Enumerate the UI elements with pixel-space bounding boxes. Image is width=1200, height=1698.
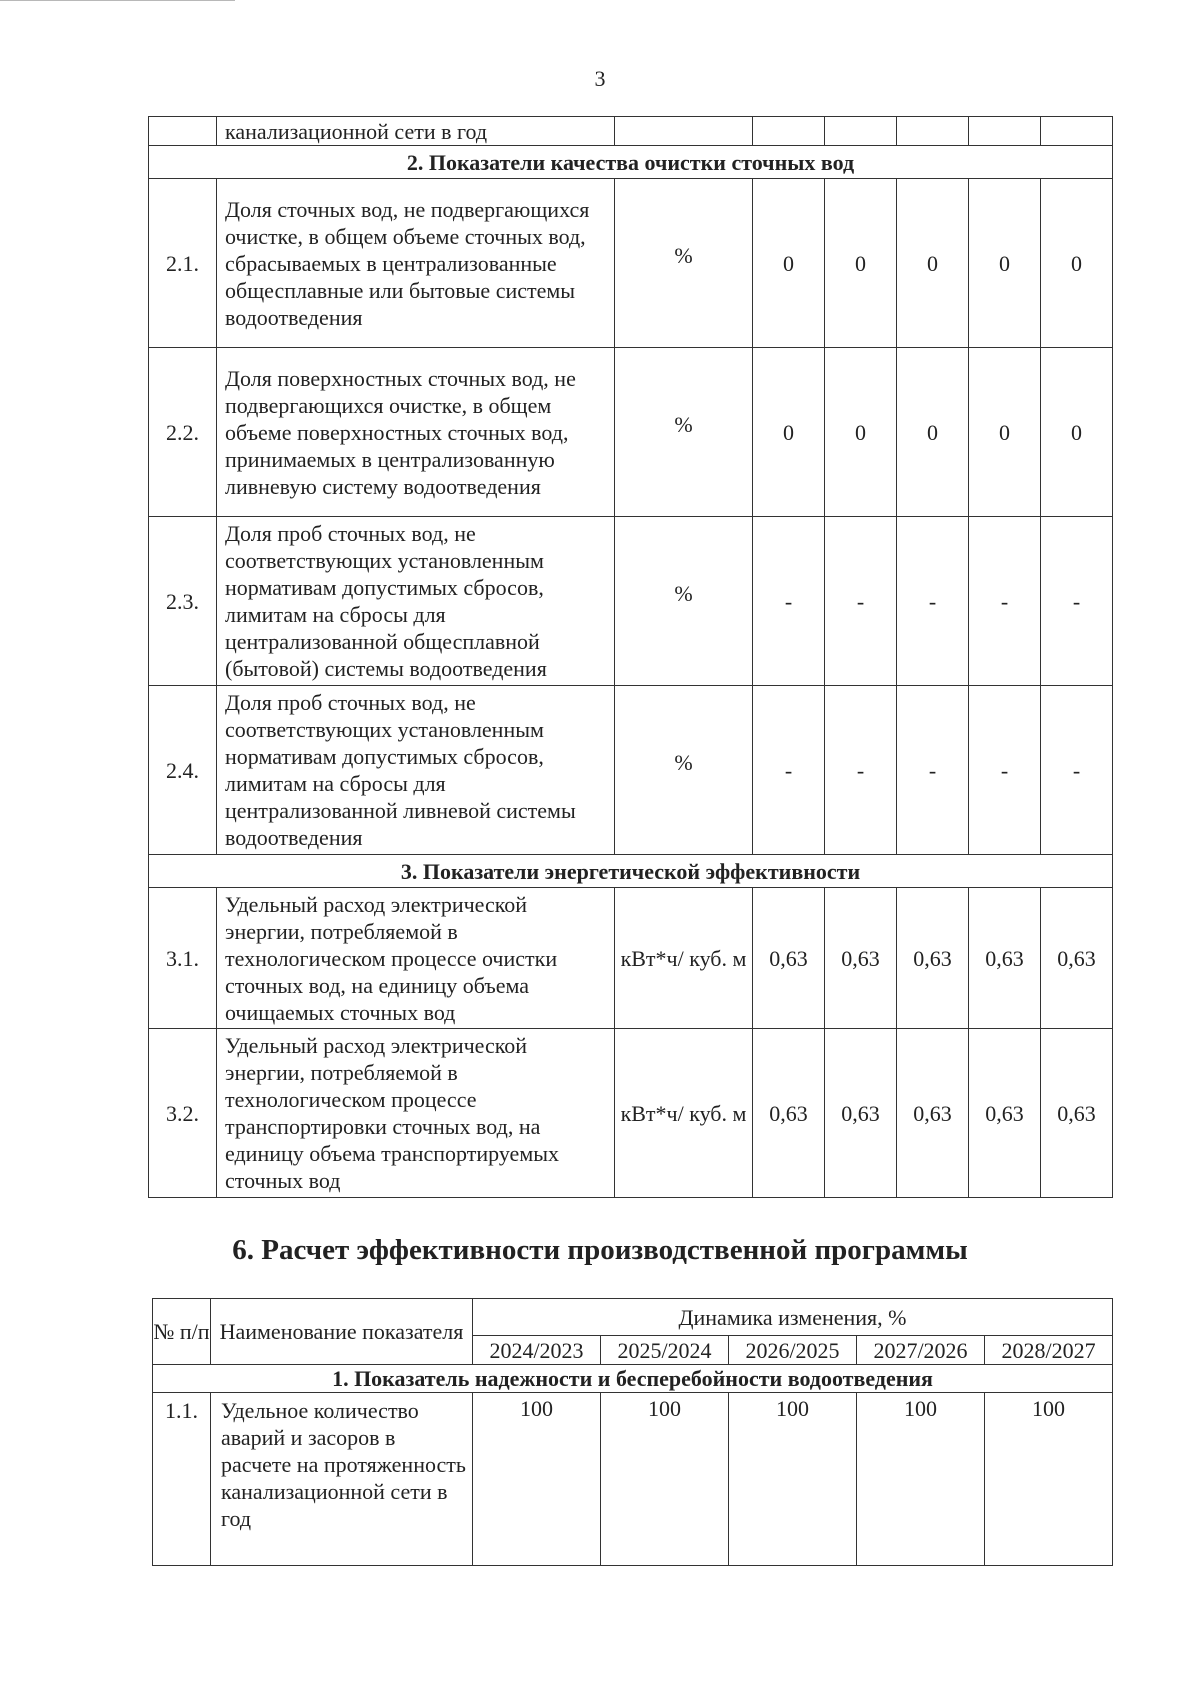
unit-cell (615, 686, 753, 855)
unit-cell (615, 517, 753, 686)
value-cell: 100 (857, 1393, 985, 1566)
section-heading: 2. Показатели качества очистки сточных вод (149, 146, 1113, 179)
value-cell: 100 (985, 1393, 1113, 1566)
row-number: 3.1. (149, 888, 217, 1029)
header-period: 2027/2026 (857, 1336, 985, 1365)
row-number: 2.3. (149, 517, 217, 686)
value-cell: 0 (825, 348, 897, 517)
indicator-name: канализационной сети в год (217, 117, 615, 146)
unit-label: кВт*ч/ куб. м (615, 1029, 753, 1198)
header-number: № п/п (153, 1299, 211, 1365)
value-cell: 0,63 (1041, 1029, 1113, 1198)
value-cell (1041, 117, 1113, 146)
scan-edge-line (0, 0, 235, 4)
section-title: 6. Расчет эффективности производственной программы (232, 1234, 968, 1266)
efficiency-table (152, 1298, 1113, 1566)
header-period: 2028/2027 (985, 1336, 1113, 1365)
table-row (149, 117, 1113, 146)
row-number (149, 117, 217, 146)
unit-label: % (674, 411, 693, 437)
value-cell: 0 (753, 179, 825, 348)
value-cell: 100 (729, 1393, 857, 1566)
table-row (149, 348, 1113, 517)
value-cell: 0,63 (753, 888, 825, 1029)
value-cell: 0 (753, 348, 825, 517)
value-cell: 0,63 (897, 888, 969, 1029)
value-cell: 0 (969, 348, 1041, 517)
value-cell (825, 117, 897, 146)
row-number: 2.4. (149, 686, 217, 855)
section-row (149, 855, 1113, 888)
unit-cell (615, 117, 753, 146)
unit-cell (615, 179, 753, 348)
value-cell: - (753, 686, 825, 855)
value-cell: - (969, 686, 1041, 855)
indicator-name: Доля сточных вод, не подвергающихся очистке, в общем объеме сточных вод, сбрасываемых в централизованные общесплавные или бытовые системы водоотведения (217, 179, 615, 348)
value-cell: 0,63 (1041, 888, 1113, 1029)
section-heading: 3. Показатели энергетической эффективности (149, 855, 1113, 888)
unit-cell (615, 348, 753, 517)
indicator-name: Удельный расход электрической энергии, потребляемой в технологическом процессе транспортировки сточных вод, на единицу объема транспортируемых сточных вод (217, 1029, 615, 1198)
row-number: 2.2. (149, 348, 217, 517)
unit-label: % (674, 749, 693, 775)
indicator-name: Удельный расход электрической энергии, потребляемой в технологическом процессе очистки сточных вод, на единицу объема очищаемых сточных вод (217, 888, 615, 1029)
value-cell: 0 (897, 348, 969, 517)
indicators-table (148, 116, 1113, 1198)
header-row (153, 1299, 1113, 1336)
section-heading: 1. Показатель надежности и бесперебойности водоотведения (153, 1365, 1113, 1393)
table-row (153, 1393, 1113, 1566)
table-row (149, 179, 1113, 348)
value-cell: - (897, 686, 969, 855)
value-cell: - (1041, 686, 1113, 855)
table-row (149, 888, 1113, 1029)
value-cell: 0,63 (969, 1029, 1041, 1198)
value-cell (753, 117, 825, 146)
value-cell: - (969, 517, 1041, 686)
value-cell: 0 (825, 179, 897, 348)
value-cell: - (825, 517, 897, 686)
section-row (153, 1365, 1113, 1393)
indicator-name: Доля проб сточных вод, не соответствующих установленным нормативам допустимых сбросов, лимитам на сбросы для централизованной ливневой системы водоотведения (217, 686, 615, 855)
value-cell: 0 (1041, 348, 1113, 517)
indicator-name: Доля проб сточных вод, не соответствующих установленным нормативам допустимых сбросов, лимитам на сбросы для централизованной общесплавной (бытовой) системы водоотведения (217, 517, 615, 686)
page-number: 3 (594, 66, 606, 91)
indicator-name: Доля поверхностных сточных вод, не подвергающихся очистке, в общем объеме поверхностных сточных вод, принимаемых в централизованную ливневую систему водоотведения (217, 348, 615, 517)
row-number: 2.1. (149, 179, 217, 348)
section-row (149, 146, 1113, 179)
value-cell: - (1041, 517, 1113, 686)
unit-label: % (674, 580, 693, 606)
unit-label: % (674, 242, 693, 268)
value-cell: - (825, 686, 897, 855)
row-number: 1.1. (153, 1393, 211, 1566)
row-number: 3.2. (149, 1029, 217, 1198)
header-period: 2025/2024 (601, 1336, 729, 1365)
header-period: 2024/2023 (473, 1336, 601, 1365)
header-dynamics: Динамика изменения, % (473, 1299, 1113, 1336)
value-cell: 0,63 (969, 888, 1041, 1029)
value-cell (897, 117, 969, 146)
value-cell: - (897, 517, 969, 686)
table-row (149, 517, 1113, 686)
value-cell: 0,63 (825, 1029, 897, 1198)
value-cell: 100 (601, 1393, 729, 1566)
value-cell (969, 117, 1041, 146)
value-cell: 0 (897, 179, 969, 348)
indicator-name: Удельное количество аварий и засоров в расчете на протяженность канализационной сети в год (211, 1393, 473, 1566)
value-cell: 100 (473, 1393, 601, 1566)
value-cell: - (753, 517, 825, 686)
value-cell: 0,63 (897, 1029, 969, 1198)
value-cell: 0 (1041, 179, 1113, 348)
header-period: 2026/2025 (729, 1336, 857, 1365)
header-name: Наименование показателя (211, 1299, 473, 1365)
value-cell: 0,63 (753, 1029, 825, 1198)
table-row (149, 1029, 1113, 1198)
table-row (149, 686, 1113, 855)
unit-label: кВт*ч/ куб. м (615, 888, 753, 1029)
value-cell: 0,63 (825, 888, 897, 1029)
value-cell: 0 (969, 179, 1041, 348)
